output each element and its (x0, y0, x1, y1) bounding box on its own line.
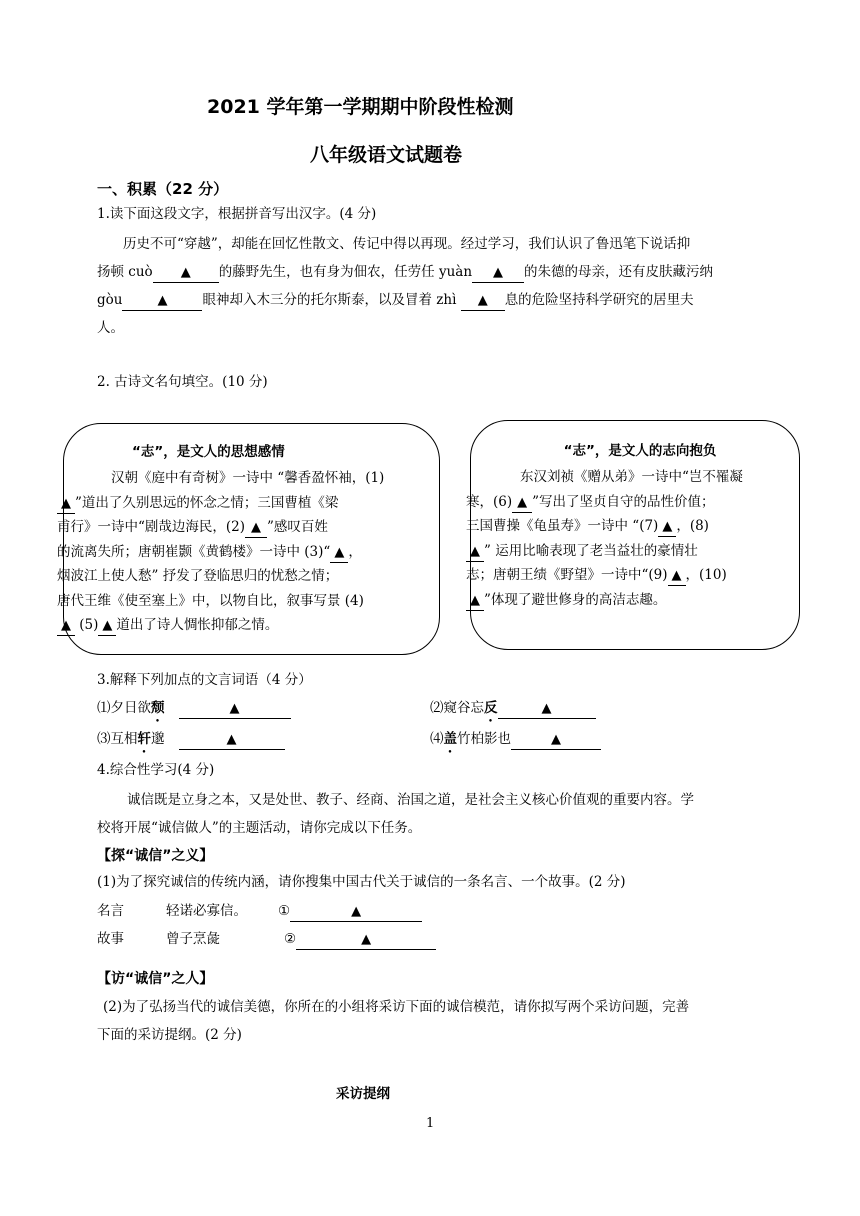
right-box-body: 东汉刘祯《赠从弟》一诗中“岂不罹凝 寒，(6) ▲ ”写出了坚贞自守的品性价值； 三国曹操《龟虽寿》一诗中 “(7) ▲ ，(8) ▲ ” 运用比喻表现了老当益壮的豪情壮 志；唐朝王绩《野望》一诗中“(9) ▲ ，(10) ▲ ”体现了避世修身的高洁志趣。 (493, 465, 787, 612)
outline-title: 采访提纲 (336, 1086, 390, 1102)
answer-blank[interactable]: ▲ (472, 263, 524, 283)
q3-item3: ⑶互相轩邈 ▲ (97, 725, 285, 756)
story-answer: ② ▲ (284, 925, 436, 953)
answer-blank[interactable]: ▲ (511, 730, 601, 750)
story-row: 故事 (97, 931, 124, 947)
q3-item2: ⑵窥谷忘反 ▲ (430, 694, 596, 725)
q4-sub2-question-line2: 下面的采访提纲。(2 分) (97, 1027, 242, 1043)
answer-blank[interactable]: ▲ (461, 291, 505, 311)
q3-item1: ⑴夕日欲颓 ▲ (97, 694, 291, 725)
page-number: 1 (426, 1116, 435, 1131)
answer-blank[interactable]: ▲ (668, 567, 686, 586)
left-poem-box (57, 423, 440, 655)
answer-blank[interactable]: ▲ (290, 902, 422, 922)
q4-sub1-question: (1)为了探究诚信的传统内涵，请你搜集中国古代关于诚信的一条名言、一个故事。(2 分) (97, 874, 626, 890)
quote-text: 轻诺必寡信。 (166, 903, 247, 919)
q4-sub2-question-line1: (2)为了弘扬当代的诚信美德，你所在的小组将采访下面的诚信模范，请你拟写两个采访问题，完善 (103, 999, 690, 1015)
quote-row: 名言 (97, 903, 124, 919)
quote-answer: ① ▲ (278, 897, 422, 925)
answer-blank[interactable]: ▲ (512, 494, 532, 513)
answer-blank[interactable]: ▲ (57, 617, 75, 636)
answer-blank[interactable]: ▲ (179, 699, 291, 719)
answer-blank[interactable]: ▲ (466, 543, 484, 562)
answer-blank[interactable]: ▲ (466, 592, 484, 611)
answer-blank[interactable]: ▲ (179, 730, 285, 750)
q2-stem: 2. 古诗文名句填空。(10 分) (97, 374, 268, 390)
q3-item4: ⑷盖竹柏影也 ▲ (430, 725, 601, 756)
section-heading: 一、积累（22 分） (97, 180, 229, 198)
answer-blank[interactable]: ▲ (658, 518, 676, 537)
answer-blank[interactable]: ▲ (245, 519, 267, 538)
q4-sub-heading-1: 【探“诚信”之义】 (97, 848, 214, 864)
q4-para2: 校将开展“诚信做人”的主题活动，请你完成以下任务。 (97, 820, 422, 836)
q3-stem: 3.解释下列加点的文言词语（4 分） (97, 672, 312, 688)
answer-blank[interactable]: ▲ (330, 544, 348, 563)
answer-blank[interactable]: ▲ (98, 617, 116, 636)
answer-blank[interactable]: ▲ (498, 699, 596, 719)
q1-line2: 扬顿 cuò ▲ 的藤野先生，也有身为佃农，任劳任 yuàn ▲ 的朱德的母亲，还有皮肤藏污纳 (97, 258, 713, 286)
story-text: 曾子烹彘 (166, 931, 220, 947)
q4-stem: 4.综合性学习(4 分) (97, 762, 215, 778)
q1-line3: gòu ▲ 眼神却入木三分的托尔斯泰，以及冒着 zhì ▲ 息的危险坚持科学研究的居里夫 (97, 286, 694, 314)
q1-line4: 人。 (97, 320, 124, 336)
q4-para1: 诚信既是立身之本，又是处世、教子、经商、治国之道，是社会主义核心价值观的重要内容。学 (127, 792, 694, 808)
answer-blank[interactable]: ▲ (153, 263, 219, 283)
left-box-title: “志”，是文人的思想感情 (132, 444, 285, 460)
q1-stem: 1.读下面这段文字，根据拼音写出汉字。(4 分) (97, 206, 377, 222)
answer-blank[interactable]: ▲ (296, 930, 436, 950)
page-subtitle: 八年级语文试题卷 (310, 144, 463, 166)
answer-blank[interactable]: ▲ (122, 291, 202, 311)
answer-blank[interactable]: ▲ (57, 495, 75, 514)
q4-sub-heading-2: 【访“诚信”之人】 (97, 971, 214, 987)
left-box-body: 汉朝《庭中有奇树》一诗中 “馨香盈怀袖，(1) ▲ ”道出了久别思远的怀念之情；三国曹植《梁 甫行》一诗中“剧哉边海民，(2) ▲ ”感叹百姓 的流离失所；唐朝崔颢《黄鹤楼》一诗中 (3)“ ▲ ， 烟波江上使人愁” 抒发了登临思归的忧愁之情； 唐代王维《使至塞上》中，以物自比，叙事写景 (4) ▲ (5) ▲ 道出了诗人惆怅抑郁之情。 (84, 466, 424, 638)
q1-line1: 历史不可“穿越”，却能在回忆性散文、传记中得以再现。经过学习，我们认识了鲁迅笔下说话抑 (123, 236, 691, 252)
page-title: 2021 学年第一学期期中阶段性检测 (207, 96, 514, 118)
right-box-title: “志”，是文人的志向抱负 (563, 443, 717, 459)
right-poem-box (466, 420, 800, 650)
